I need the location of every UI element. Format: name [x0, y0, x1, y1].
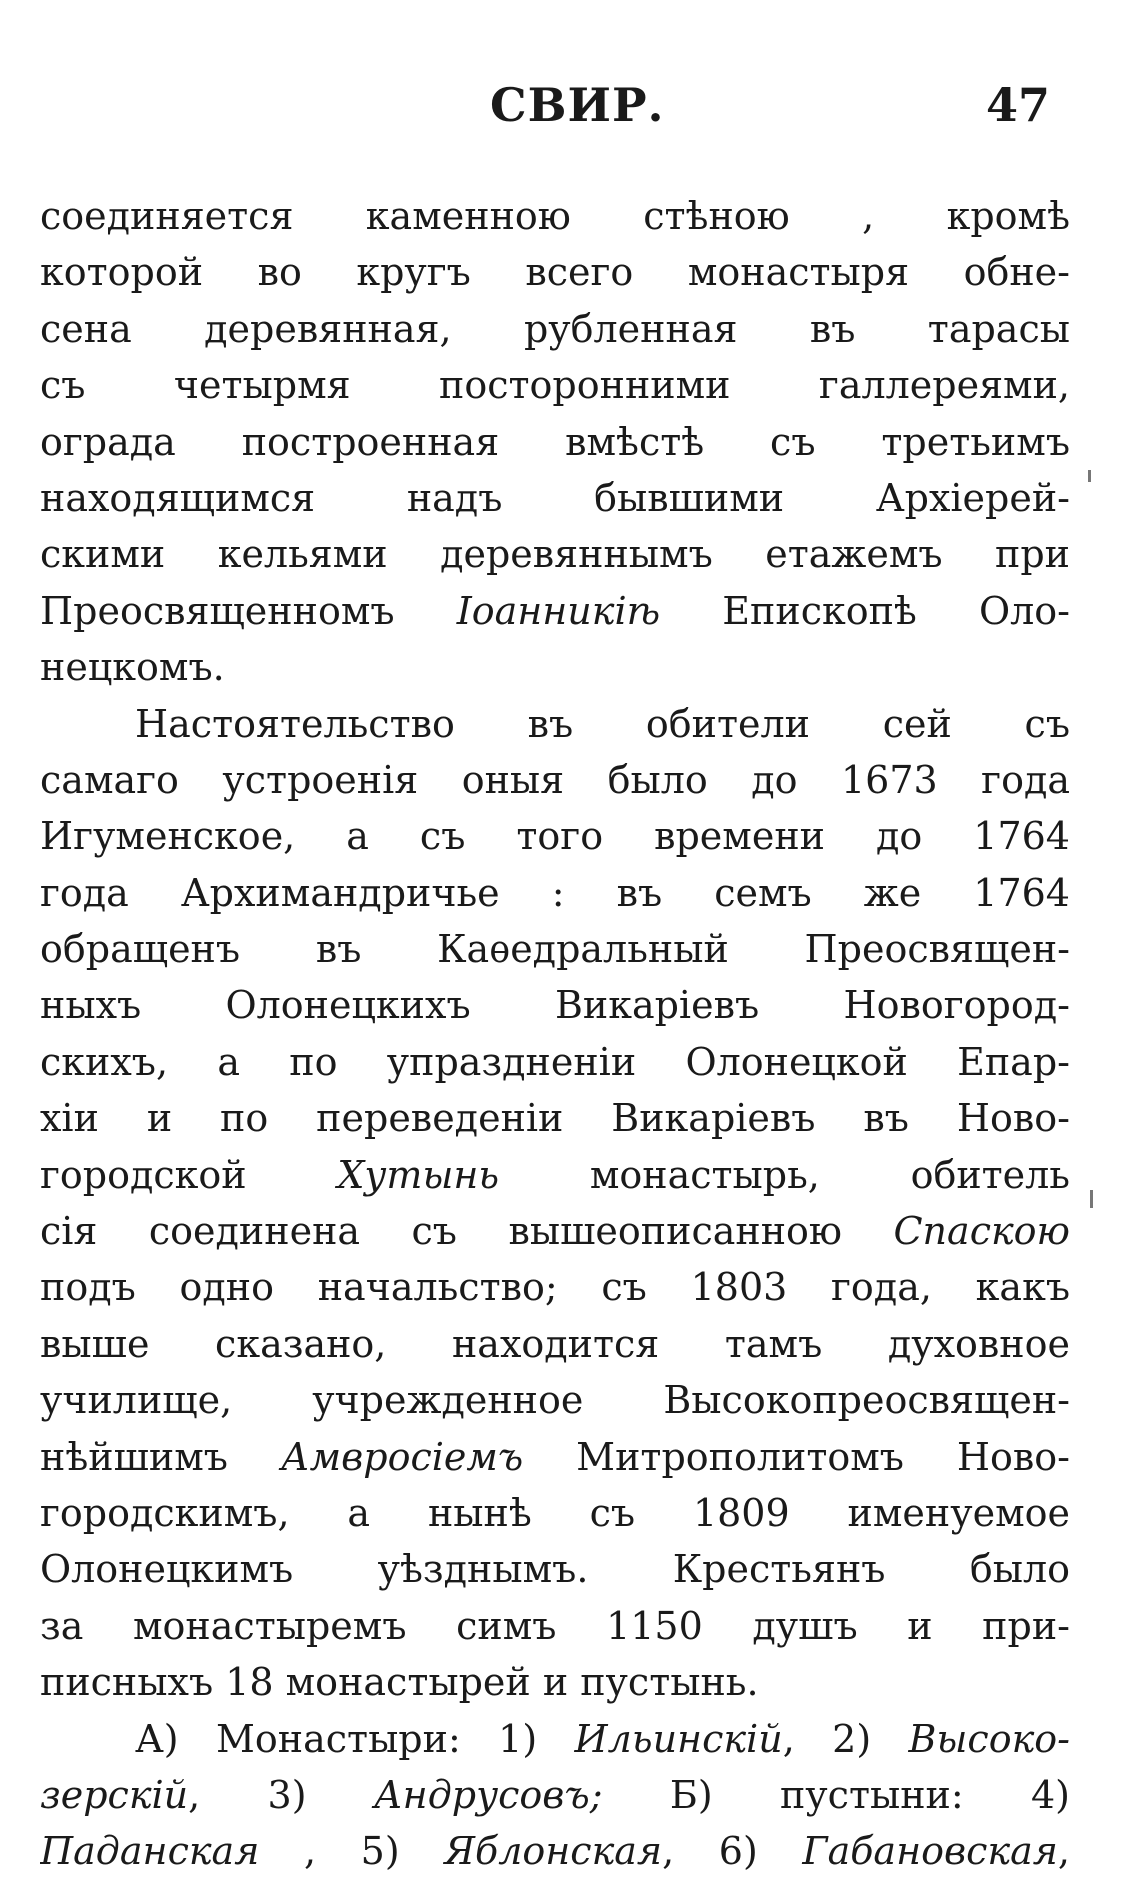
text-line — [40, 639, 1070, 695]
text-segment: нецкомъ. — [40, 645, 225, 690]
text-segment: выше сказано, находится тамъ духовное — [40, 1321, 1070, 1366]
text-segment: за монастыремъ симъ 1150 душъ и при- — [40, 1603, 1070, 1648]
text-segment: Настоятельство въ обители сей съ — [135, 701, 1070, 746]
text-segment: городскимъ, а нынѣ съ 1809 именуемое — [40, 1490, 1070, 1535]
text-segment: , 6) — [662, 1829, 803, 1874]
italic-name: Iоанникiѣ — [456, 588, 661, 633]
text-segment: ограда построенная вмѣстѣ съ третьимъ — [40, 419, 1070, 464]
italic-name: Спаскою — [893, 1209, 1070, 1254]
text-segment: Епископѣ Оло- — [660, 588, 1070, 633]
text-line — [40, 1711, 1070, 1767]
text-line — [40, 1034, 1070, 1090]
text-segment: , 2) — [782, 1716, 909, 1761]
text-line — [40, 1090, 1070, 1146]
text-segment: скихъ, а по упраздненiи Олонецкой Епар- — [40, 1039, 1070, 1084]
text-segment: городской — [40, 1152, 338, 1197]
text-segment: хiи и по переведенiи Викарiевъ въ Ново- — [40, 1096, 1070, 1141]
text-line — [40, 188, 1070, 244]
text-line — [40, 1598, 1070, 1654]
text-line — [40, 357, 1070, 413]
text-line — [40, 244, 1070, 300]
text-segment: подъ одно начальство; съ 1803 года, какъ — [40, 1265, 1070, 1310]
text-line — [40, 752, 1070, 808]
text-line — [40, 1429, 1070, 1485]
italic-name: Яблонская — [444, 1829, 663, 1874]
text-segment: училище, учрежденное Высокопреосвящен- — [40, 1378, 1070, 1423]
text-segment: , 5) — [259, 1829, 445, 1874]
italic-name: Высоко- — [908, 1716, 1070, 1761]
body-text — [40, 188, 1070, 1880]
text-segment: А) Монастыри: 1) — [135, 1716, 575, 1761]
text-segment: писныхъ 18 монастырей и пустынь. — [40, 1660, 759, 1705]
text-segment: сена деревянная, рубленная въ тарасы — [40, 306, 1070, 351]
italic-name: Габановская — [802, 1829, 1058, 1874]
italic-name: Амвросiемъ — [280, 1434, 524, 1479]
text-segment: соединяется каменною стѣною , кромѣ — [40, 194, 1070, 238]
text-segment: Олонецкимъ уѣзднымъ. Крестьянъ было — [40, 1547, 1070, 1592]
text-segment: Преосвященномъ — [40, 588, 457, 633]
italic-name: Андрусовъ; — [373, 1772, 603, 1817]
text-line — [40, 865, 1070, 921]
text-segment: ныхъ Олонецкихъ Викарiевъ Новогород- — [40, 983, 1070, 1028]
text-line — [40, 1259, 1070, 1315]
text-segment: сiя соединена съ вышеописанною — [40, 1209, 894, 1254]
text-segment: года Архимандричье : въ семъ же 1764 — [40, 870, 1070, 915]
text-line — [40, 301, 1070, 357]
text-segment: которой во кругъ всего монастыря обне- — [40, 250, 1070, 295]
text-segment: самаго устроенiя оныя было до 1673 года — [40, 757, 1070, 802]
text-segment: скими кельями деревяннымъ етажемъ при — [40, 532, 1070, 577]
text-segment: Митрополитомъ Ново- — [523, 1434, 1070, 1479]
text-line — [40, 1541, 1070, 1597]
text-line — [40, 808, 1070, 864]
text-line — [40, 470, 1070, 526]
text-line — [40, 1372, 1070, 1428]
text-segment: нѣйшимъ — [40, 1434, 281, 1479]
text-line — [40, 526, 1070, 582]
margin-mark — [1088, 470, 1091, 482]
text-line — [40, 1147, 1070, 1203]
text-segment: монастырь, обитель — [499, 1152, 1070, 1197]
text-line — [40, 977, 1070, 1033]
text-segment: Б) пустыни: 4) — [602, 1772, 1070, 1817]
margin-mark — [1090, 1190, 1093, 1208]
text-segment: , 3) — [188, 1772, 374, 1817]
text-segment: находящимся надъ бывшими Архiерей- — [40, 475, 1070, 520]
italic-name: зерскiй — [40, 1772, 189, 1817]
text-line — [40, 1823, 1070, 1879]
page-header — [60, 78, 1050, 138]
text-line — [40, 1654, 1070, 1710]
running-head: СВИР. — [490, 78, 665, 132]
italic-name: Паданская — [40, 1829, 260, 1874]
italic-name: Ильинскiй — [574, 1716, 783, 1761]
text-segment: , — [1057, 1829, 1070, 1874]
text-line — [40, 1485, 1070, 1541]
text-line — [40, 1203, 1070, 1259]
text-line — [40, 921, 1070, 977]
text-line — [40, 414, 1070, 470]
italic-name: Хутынь — [337, 1152, 500, 1197]
text-segment: обращенъ въ Каѳедральный Преосвящен- — [40, 927, 1070, 972]
page-number: 47 — [985, 78, 1050, 132]
text-segment: Игуменское, а съ того времени до 1764 — [40, 814, 1070, 859]
text-line — [40, 1767, 1070, 1823]
text-line — [40, 1316, 1070, 1372]
text-segment: съ четырмя посторонними галлереями, — [40, 363, 1070, 408]
text-line — [40, 583, 1070, 639]
text-line — [40, 696, 1070, 752]
